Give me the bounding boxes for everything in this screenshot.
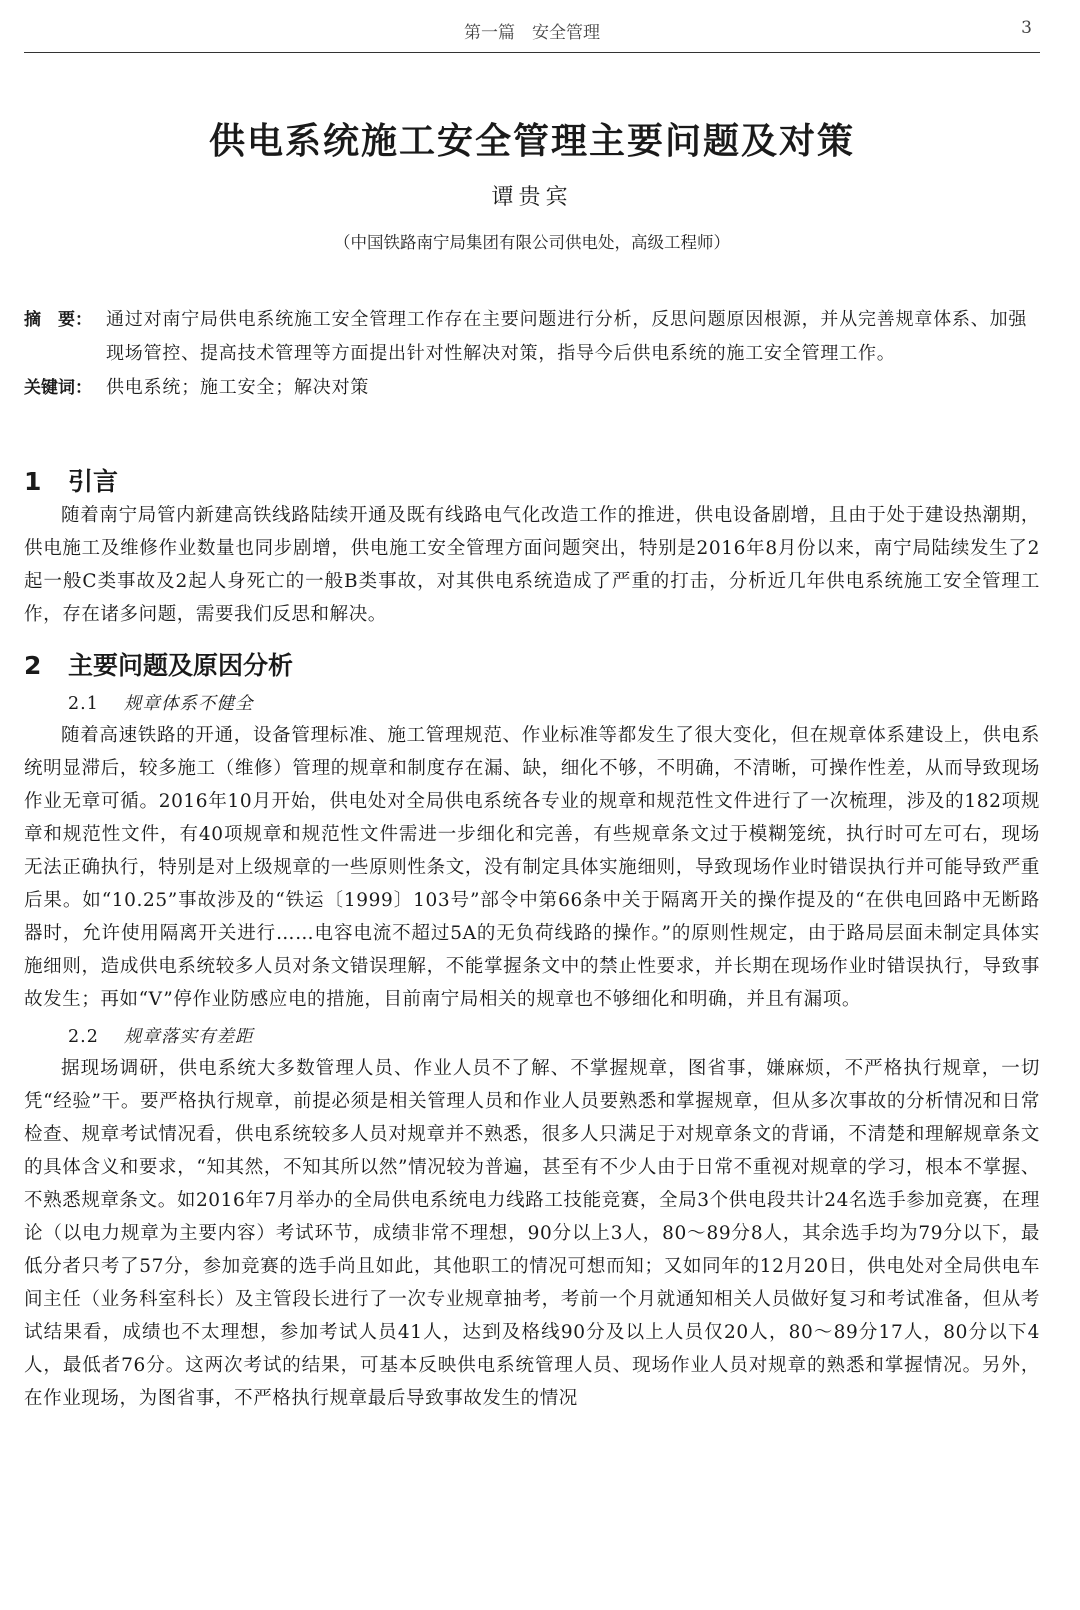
running-header bbox=[24, 0, 1040, 53]
abstract-text: 通过对南宁局供电系统施工安全管理工作存在主要问题进行分析，反思问题原因根源，并从完善规章体系、加强现场管控、提高技术管理等方面提出针对性解决对策，指导今后供电系统的施工安全管理工作。 bbox=[106, 309, 1028, 364]
section-heading-problems bbox=[24, 649, 1040, 683]
subsection-2-2-paragraph: 据现场调研，供电系统大多数管理人员、作业人员不了解、不掌握规章，图省事，嫌麻烦，不严格执行规章，一切凭“经验”干。要严格执行规章，前提必须是相关管理人员和作业人员要熟悉和掌握规章，但从多次事故的分析情况和日常检查、规章考试情况看，供电系统较多人员对规章并不熟悉，很多人只满足于对规章条文的背诵，不清楚和理解规章条文的具体含义和要求，“知其然，不知其所以然”情况较为普遍，甚至有不少人由于日常不重视对规章的学习，根本不掌握、不熟悉规章条文。如2016年7月举办的全局供电系统电力线路工技能竞赛，全局3个供电段共计24名选手参加竞赛，在理论（以电力规章为主要内容）考试环节，成绩非常不理想，90分以上3人，80～89分8人，其余选手均为79分以下，最低分者只考了57分，参加竞赛的选手尚且如此，其他职工的情况可想而知；又如同年的12月20日，供电处对全局供电车间主任（业务科室科长）及主管段长进行了一次专业规章抽考，考前一个月就通知相关人员做好复习和考试准备，但从考试结果看，成绩也不太理想，参加考试人员41人，达到及格线90分及以上人员仅20人，80～89分17人，80分以下4人，最低者76分。这两次考试的结果，可基本反映供电系统管理人员、现场作业人员对规章的熟悉和掌握情况。另外，在作业现场，为图省事，不严格执行规章最后导致事故发生的情况 bbox=[24, 1058, 1040, 1409]
subsection-number: 2.1 bbox=[68, 694, 99, 714]
keywords-text: 供电系统；施工安全；解决对策 bbox=[106, 377, 370, 398]
subsection-heading-2-2 bbox=[24, 1022, 1040, 1052]
section-title: 主要问题及原因分析 bbox=[68, 651, 294, 680]
introduction-paragraph: 随着南宁局管内新建高铁线路陆续开通及既有线路电气化改造工作的推进，供电设备剧增，且由于处于建设热潮期，供电施工及维修作业数量也同步剧增，供电施工安全管理方面问题突出，特别是2016年8月份以来，南宁局陆续发生了2起一般C类事故及2起人身死亡的一般B类事故，对其供电系统造成了严重的打击，分析近几年供电系统施工安全管理工作，存在诸多问题，需要我们反思和解决。 bbox=[24, 505, 1040, 625]
section-number: 1 bbox=[24, 467, 42, 496]
keywords-block bbox=[24, 371, 1040, 405]
subsection-2-1-paragraph: 随着高速铁路的开通，设备管理标准、施工管理规范、作业标准等都发生了很大变化，但在规章体系建设上，供电系统明显滞后，较多施工（维修）管理的规章和制度存在漏、缺，细化不够，不明确，不清晰，可操作性差，从而导致现场作业无章可循。2016年10月开始，供电处对全局供电系统各专业的规章和规范性文件进行了一次梳理，涉及的182项规章和规范性文件，有40项规章和规范性文件需进一步细化和完善，有些规章条文过于模糊笼统，执行时可左可右，现场无法正确执行，特别是对上级规章的一些原则性条文，没有制定具体实施细则，导致现场作业时错误执行并可能导致严重后果。如“10.25”事故涉及的“铁运〔1999〕103号”部令中第66条中关于隔离开关的操作提及的“在供电回路中无断路器时，允许使用隔离开关进行……电容电流不超过5A的无负荷线路的操作。”的原则性规定，由于路局层面未制定具体实施细则，造成供电系统较多人员对条文错误理解，不能掌握条文中的禁止性要求，并长期在现场作业时错误执行，导致事故发生；再如“V”停作业防感应电的措施，目前南宁局相关的规章也不够细化和明确，并且有漏项。 bbox=[24, 725, 1040, 1010]
section-number: 2 bbox=[24, 651, 42, 680]
abstract-label: 摘 要： bbox=[24, 310, 92, 330]
subsection-title: 规章体系不健全 bbox=[124, 694, 254, 714]
subsection-heading-2-1 bbox=[24, 689, 1040, 719]
page-number: 3 bbox=[1021, 18, 1032, 38]
keywords-label: 关键词： bbox=[24, 378, 92, 398]
article-author: 谭贵宾 bbox=[491, 185, 573, 210]
section-heading-introduction bbox=[24, 465, 1040, 499]
subsection-title: 规章落实有差距 bbox=[124, 1027, 254, 1047]
abstract-block bbox=[24, 303, 1040, 371]
section-title: 引言 bbox=[68, 467, 119, 496]
article-title: 供电系统施工安全管理主要问题及对策 bbox=[208, 120, 855, 162]
subsection-number: 2.2 bbox=[68, 1027, 99, 1047]
header-section-title: 第一篇 安全管理 bbox=[464, 23, 600, 43]
author-affiliation: （中国铁路南宁局集团有限公司供电处，高级工程师） bbox=[334, 233, 730, 252]
